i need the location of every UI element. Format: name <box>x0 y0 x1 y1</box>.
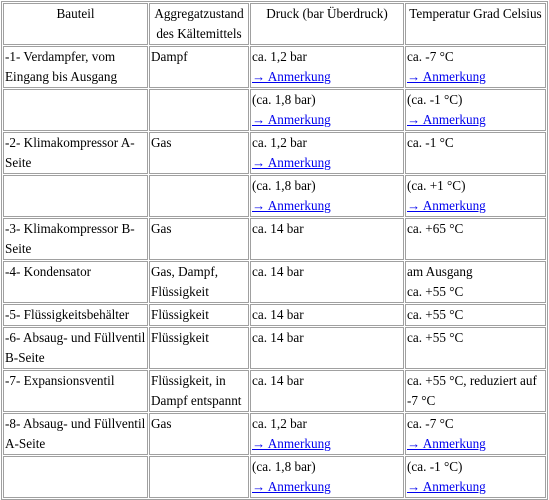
table-row <box>3 89 546 131</box>
table-row <box>3 327 546 369</box>
table-row <box>3 261 546 303</box>
cell-pressure <box>250 132 404 174</box>
note-link[interactable]: → Anmerkung <box>252 155 331 170</box>
note-link[interactable]: → Anmerkung <box>407 479 486 494</box>
temperature-value: ca. -1 °C <box>407 135 454 150</box>
cell-temperature <box>405 175 546 217</box>
pressure-value: ca. 1,2 bar <box>252 416 307 431</box>
cell-component <box>3 89 148 131</box>
cell-temperature <box>405 89 546 131</box>
cell-state <box>149 175 249 217</box>
cell-component: -3- Klimakompressor B-Seite <box>3 218 148 260</box>
note-link[interactable]: → Anmerkung <box>252 69 331 84</box>
cell-state: Gas <box>149 218 249 260</box>
temperature-value: ca. -7 °C <box>407 49 454 64</box>
pressure-value: (ca. 1,8 bar) <box>252 178 316 193</box>
temperature-value: (ca. -1 °C) <box>407 459 463 474</box>
cell-component: -5- Flüssigkeitsbehälter <box>3 304 148 326</box>
cell-pressure: ca. 14 bar <box>250 218 404 260</box>
table-row <box>3 456 546 498</box>
cell-pressure <box>250 413 404 455</box>
cell-component: -1- Verdampfer, vom Eingang bis Ausgang <box>3 46 148 88</box>
cell-component: -2- Klimakompressor A-Seite <box>3 132 148 174</box>
table-row <box>3 175 546 217</box>
cell-temperature: ca. +55 °C, reduziert auf -7 °C <box>405 370 546 412</box>
cell-state: Gas <box>149 413 249 455</box>
note-link[interactable]: → Anmerkung <box>407 69 486 84</box>
cell-pressure: ca. 14 bar <box>250 304 404 326</box>
cell-temperature <box>405 261 546 303</box>
cell-pressure <box>250 89 404 131</box>
cell-component <box>3 175 148 217</box>
temperature-location: am Ausgang <box>407 264 473 279</box>
cell-component: -6- Absaug- und Füllventil B-Seite <box>3 327 148 369</box>
header-component: Bauteil <box>3 3 148 45</box>
table-row <box>3 413 546 455</box>
note-link[interactable]: → Anmerkung <box>407 112 486 127</box>
temperature-value: ca. +55 °C <box>407 284 464 299</box>
cell-state: Gas <box>149 132 249 174</box>
cell-state <box>149 456 249 498</box>
cell-state: Flüssigkeit, in Dampf entspannt <box>149 370 249 412</box>
cell-component: -4- Kondensator <box>3 261 148 303</box>
header-row <box>3 3 546 45</box>
cell-pressure <box>250 46 404 88</box>
pressure-value: ca. 1,2 bar <box>252 135 307 150</box>
cell-temperature: ca. +65 °C <box>405 218 546 260</box>
table-row <box>3 304 546 326</box>
pressure-value: (ca. 1,8 bar) <box>252 459 316 474</box>
cell-pressure <box>250 456 404 498</box>
cell-component: -7- Expansionsventil <box>3 370 148 412</box>
table-row <box>3 218 546 260</box>
note-link[interactable]: → Anmerkung <box>252 112 331 127</box>
temperature-value: (ca. +1 °C) <box>407 178 466 193</box>
cell-pressure: ca. 14 bar <box>250 370 404 412</box>
refrigerant-table <box>1 1 548 500</box>
header-state: Aggregatzustand des Kältemittels <box>149 3 249 45</box>
pressure-value: ca. 1,2 bar <box>252 49 307 64</box>
cell-temperature <box>405 132 546 174</box>
note-link[interactable]: → Anmerkung <box>407 436 486 451</box>
header-pressure: Druck (bar Überdruck) <box>250 3 404 45</box>
cell-state: Flüssigkeit <box>149 304 249 326</box>
cell-pressure: ca. 14 bar <box>250 261 404 303</box>
cell-state: Dampf <box>149 46 249 88</box>
cell-temperature: ca. +55 °C <box>405 304 546 326</box>
note-link[interactable]: → Anmerkung <box>252 436 331 451</box>
note-link[interactable]: → Anmerkung <box>252 198 331 213</box>
cell-pressure <box>250 175 404 217</box>
note-link[interactable]: → Anmerkung <box>252 479 331 494</box>
table-row <box>3 370 546 412</box>
cell-component: -8- Absaug- und Füllventil A-Seite <box>3 413 148 455</box>
cell-temperature <box>405 413 546 455</box>
cell-pressure: ca. 14 bar <box>250 327 404 369</box>
pressure-value: (ca. 1,8 bar) <box>252 92 316 107</box>
cell-state: Flüssigkeit <box>149 327 249 369</box>
cell-state: Gas, Dampf, Flüssigkeit <box>149 261 249 303</box>
temperature-value: (ca. -1 °C) <box>407 92 463 107</box>
cell-state <box>149 89 249 131</box>
cell-component <box>3 456 148 498</box>
cell-temperature: ca. +55 °C <box>405 327 546 369</box>
cell-temperature <box>405 46 546 88</box>
temperature-value: ca. -7 °C <box>407 416 454 431</box>
cell-temperature <box>405 456 546 498</box>
header-temperature: Temperatur Grad Celsius <box>405 3 546 45</box>
table-row <box>3 132 546 174</box>
note-link[interactable]: → Anmerkung <box>407 198 486 213</box>
table-row <box>3 46 546 88</box>
